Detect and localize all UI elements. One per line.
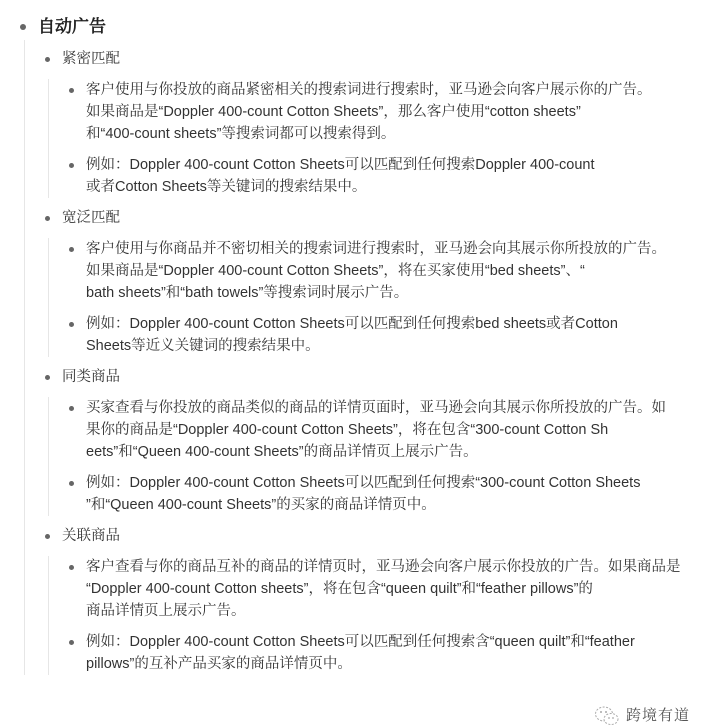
item-text-line: 买家查看与你投放的商品类似的商品的详情页面时，亚马逊会向其展示你所投放的广告。如 — [86, 400, 666, 416]
auto-ads-heading-row — [0, 14, 713, 40]
item-text-line: ”和“Queen 400-count Sheets”的买家的商品详情页中。 — [86, 497, 436, 513]
item-text-line: 客户查看与你的商品互补的商品的详情页时，亚马逊会向客户展示你投放的广告。如果商品是 — [86, 559, 681, 575]
bullet-icon — [20, 24, 26, 30]
list-item — [49, 397, 713, 463]
item-text-line: bath sheets”和“bath towels”等搜索词时展示广告。 — [86, 285, 409, 301]
list-item — [49, 79, 713, 145]
list-item — [49, 631, 713, 675]
bullet-icon — [45, 216, 50, 221]
section-title: 紧密匹配 — [62, 51, 120, 67]
section-title: 宽泛匹配 — [62, 210, 120, 226]
section-items — [48, 238, 713, 357]
section-items — [48, 397, 713, 516]
section-items — [48, 79, 713, 198]
list-item — [49, 556, 713, 622]
match-section — [25, 207, 713, 357]
item-text-line: 例如：Doppler 400-count Cotton Sheets可以匹配到任何搜索bed sheets或者Cotton — [86, 316, 618, 332]
item-text-line: 商品详情页上展示广告。 — [86, 603, 246, 619]
section-title: 关联商品 — [62, 528, 120, 544]
list-item — [49, 154, 713, 198]
section-heading: 自动广告 — [38, 17, 106, 36]
bullet-icon — [69, 406, 74, 411]
item-text-line: 和“400-count sheets”等搜索词都可以搜索得到。 — [86, 126, 396, 142]
bullet-icon — [69, 565, 74, 570]
bullet-icon — [45, 375, 50, 380]
item-text-line: 例如：Doppler 400-count Cotton Sheets可以匹配到任何搜索“300-count Cotton Sheets — [86, 475, 641, 491]
item-text-line: Sheets等近义关键词的搜索结果中。 — [86, 338, 320, 354]
list-item — [49, 472, 713, 516]
list-item — [49, 313, 713, 357]
bullet-icon — [69, 247, 74, 252]
bullet-icon — [69, 88, 74, 93]
item-text-line: eets”和“Queen 400-count Sheets”的商品详情页上展示广告。 — [86, 444, 478, 460]
bullet-icon — [45, 534, 50, 539]
section-title-row — [25, 207, 713, 229]
section-items — [48, 556, 713, 675]
match-section — [25, 525, 713, 675]
item-text-line: 例如：Doppler 400-count Cotton Sheets可以匹配到任何搜索含“queen quilt”和“feather — [86, 634, 635, 650]
bullet-icon — [69, 481, 74, 486]
section-title-row — [25, 366, 713, 388]
match-types-list — [24, 40, 713, 675]
item-text-line: pillows”的互补产品买家的商品详情页中。 — [86, 656, 352, 672]
item-text-line: 果你的商品是“Doppler 400-count Cotton Sheets”，将在包含“300-count Cotton Sh — [86, 422, 609, 438]
item-text-line: 例如：Doppler 400-count Cotton Sheets可以匹配到任何搜索Doppler 400-count — [86, 157, 595, 173]
item-text-line: 或者Cotton Sheets等关键词的搜索结果中。 — [86, 179, 367, 195]
section-title: 同类商品 — [62, 369, 120, 385]
item-text-line: 客户使用与你商品并不密切相关的搜索词进行搜索时，亚马逊会向其展示你所投放的广告。 — [86, 241, 666, 257]
match-section — [25, 48, 713, 198]
item-text-line: 如果商品是“Doppler 400-count Cotton Sheets”，将在买家使用“bed sheets”、“ — [86, 263, 585, 279]
wechat-icon — [594, 705, 620, 727]
item-text-line: “Doppler 400-count Cotton sheets”，将在包含“queen quilt”和“feather pillows”的 — [86, 581, 593, 597]
bullet-icon — [69, 322, 74, 327]
bullet-icon — [69, 163, 74, 168]
list-item — [49, 238, 713, 304]
watermark-text: 跨境有道 — [626, 707, 691, 724]
section-title-row — [25, 525, 713, 547]
match-section — [25, 366, 713, 516]
auto-ads-list — [0, 14, 713, 684]
bullet-icon — [45, 57, 50, 62]
item-text-line: 如果商品是“Doppler 400-count Cotton Sheets”，那么客户使用“cotton sheets” — [86, 104, 581, 120]
bullet-icon — [69, 640, 74, 645]
section-title-row — [25, 48, 713, 70]
watermark — [594, 705, 690, 727]
item-text-line: 客户使用与你投放的商品紧密相关的搜索词进行搜索时，亚马逊会向客户展示你的广告。 — [86, 82, 652, 98]
